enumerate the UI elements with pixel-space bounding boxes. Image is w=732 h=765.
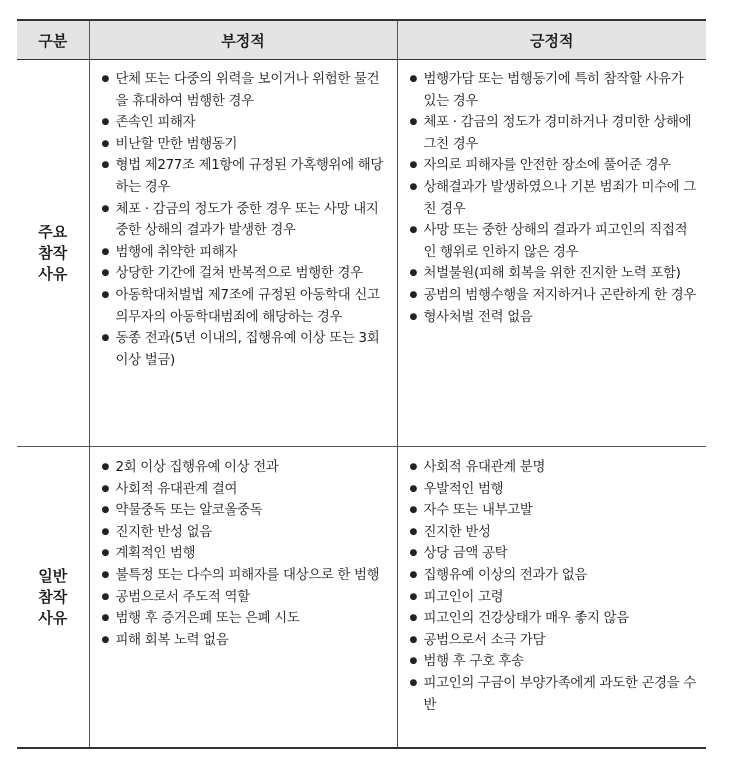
list-item: ● 사회적 유대관계 결여 [102,479,389,501]
list-item: ● 사망 또는 중한 상해의 결과가 피고인의 직접적인 행위로 인하지 않은 경우 [410,220,699,263]
list-item: ● 피고인이 고령 [410,587,699,609]
list-item: ● 상당 금액 공탁 [410,543,699,565]
category-cell [17,447,89,749]
list-item: ● 비난할 만한 범행동기 [102,134,389,156]
list-item: ● 범행 후 구호 후송 [410,651,699,673]
positive-factors-cell [397,447,706,749]
list-item: ● 체포 · 감금의 정도가 중한 경우 또는 사망 내지 중한 상해의 결과가 발생한 경우 [102,199,389,242]
positive-factors-list [398,447,707,716]
header-category: 구분 [17,20,89,60]
list-item: ● 공범으로서 주도적 역할 [102,587,389,609]
category-line: 사유 [38,608,68,627]
negative-factors-cell [89,60,397,447]
list-item: ● 진지한 반성 [410,522,699,544]
list-item: ● 아동학대처벌법 제7조에 규정된 아동학대 신고의무자의 아동학대범죄에 해당하는 경우 [102,285,389,328]
positive-factors-list [398,60,707,328]
category-cell [17,60,89,447]
list-item: ● 범행 후 증거은폐 또는 은폐 시도 [102,608,389,630]
list-item: ● 형사처벌 전력 없음 [410,307,699,329]
header-positive: 긍정적 [397,20,706,60]
list-item: ● 계획적인 범행 [102,543,389,565]
category-line: 사유 [38,264,68,283]
table-row [17,447,706,749]
sentencing-factors-table [17,19,706,749]
list-item: ● 불특정 또는 다수의 피해자를 대상으로 한 범행 [102,565,389,587]
list-item: ● 공범으로서 소극 가담 [410,630,699,652]
header-negative: 부정적 [89,20,397,60]
list-item: ● 자수 또는 내부고발 [410,500,699,522]
list-item: ● 피고인의 구금이 부양가족에게 과도한 곤경을 수반 [410,673,699,716]
negative-factors-cell [89,447,397,749]
list-item: ● 존속인 피해자 [102,112,389,134]
category-line: 일반 [38,566,68,585]
list-item: ● 단체 또는 다중의 위력을 보이거나 위험한 물건을 휴대하여 범행한 경우 [102,69,389,112]
list-item: ● 상해결과가 발생하였으나 기본 범죄가 미수에 그친 경우 [410,177,699,220]
negative-factors-list [90,60,397,371]
list-item: ● 우발적인 범행 [410,479,699,501]
list-item: ● 상당한 기간에 걸쳐 반복적으로 범행한 경우 [102,263,389,285]
negative-factors-list [90,447,397,651]
category-line: 참작 [38,243,68,262]
list-item: ● 동종 전과(5년 이내의, 집행유예 이상 또는 3회 이상 벌금) [102,328,389,371]
list-item: ● 범행가담 또는 범행동기에 특히 참작할 사유가 있는 경우 [410,69,699,112]
list-item: ● 피해 회복 노력 없음 [102,630,389,652]
list-item: ● 사회적 유대관계 분명 [410,457,699,479]
list-item: ● 진지한 반성 없음 [102,522,389,544]
list-item: ● 2회 이상 집행유예 이상 전과 [102,457,389,479]
table-row [17,60,706,447]
list-item: ● 피고인의 건강상태가 매우 좋지 않음 [410,608,699,630]
positive-factors-cell [397,60,706,447]
list-item: ● 자의로 피해자를 안전한 장소에 풀어준 경우 [410,155,699,177]
list-item: ● 집행유예 이상의 전과가 없음 [410,565,699,587]
list-item: ● 처벌불원(피해 회복을 위한 진지한 노력 포함) [410,263,699,285]
list-item: ● 공범의 범행수행을 저지하거나 곤란하게 한 경우 [410,285,699,307]
category-line: 주요 [38,222,68,241]
list-item: ● 범행에 취약한 피해자 [102,242,389,264]
sentencing-factors-table-wrapper [17,19,706,749]
list-item: ● 체포 · 감금의 정도가 경미하거나 경미한 상해에 그친 경우 [410,112,699,155]
header-row [17,20,706,60]
list-item: ● 형법 제277조 제1항에 규정된 가혹행위에 해당하는 경우 [102,155,389,198]
category-line: 참작 [38,587,68,606]
list-item: ● 약물중독 또는 알코올중독 [102,500,389,522]
